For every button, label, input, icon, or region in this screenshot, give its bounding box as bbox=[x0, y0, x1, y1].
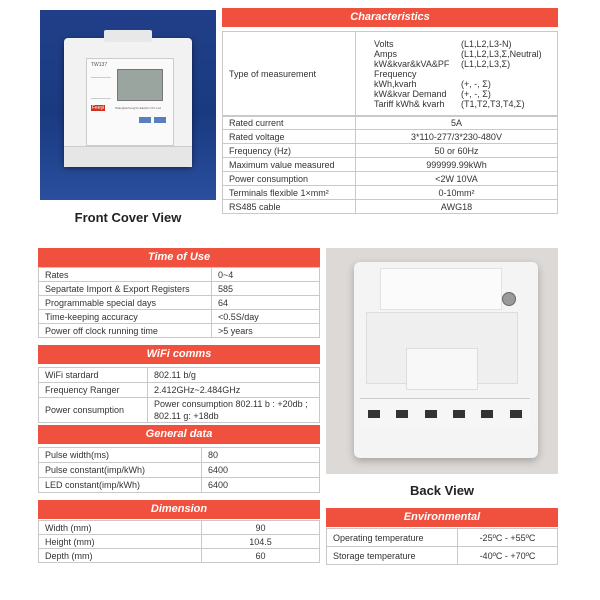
measurement-name: Volts bbox=[374, 39, 394, 49]
row-value: >5 years bbox=[212, 324, 320, 338]
table-row bbox=[223, 130, 558, 144]
row-value: 6400 bbox=[202, 478, 320, 493]
back-mounting-screw bbox=[502, 292, 516, 306]
row-value: 90 bbox=[202, 521, 320, 535]
table-row bbox=[223, 158, 558, 172]
row-value: 50 or 60Hz bbox=[356, 144, 558, 158]
measurement-name: Frequency bbox=[374, 69, 417, 79]
row-label: Rates bbox=[39, 268, 212, 282]
front-cover-photo bbox=[40, 10, 216, 200]
table-row bbox=[39, 521, 320, 535]
row-label: Depth (mm) bbox=[39, 549, 202, 563]
row-label: Time-keeping accuracy bbox=[39, 310, 212, 324]
meter-body bbox=[64, 38, 192, 166]
row-label: WiFi stardard bbox=[39, 368, 148, 383]
general-data-header: General data bbox=[38, 425, 320, 444]
meter-model-text: TW137 bbox=[91, 62, 108, 68]
measurement-name: kWh,kvarh bbox=[374, 79, 417, 89]
row-label: Pulse constant(imp/kWh) bbox=[39, 463, 202, 478]
table-row bbox=[223, 144, 558, 158]
meter-maker-text: Shanghai FengYu Electric CO.,Ltd bbox=[115, 106, 161, 110]
table-row bbox=[327, 547, 558, 565]
row-value: 80 bbox=[202, 448, 320, 463]
general-data-table bbox=[38, 447, 320, 493]
wifi-table bbox=[38, 367, 320, 423]
meter-brand-logo: Feeyi bbox=[92, 105, 105, 111]
row-value: 802.11 b/g bbox=[148, 368, 320, 383]
row-value: 0~4 bbox=[212, 268, 320, 282]
row-label: Maximum value measured bbox=[223, 158, 356, 172]
measurement-item bbox=[374, 79, 551, 89]
row-label: Programmable special days bbox=[39, 296, 212, 310]
row-label: Separtate Import & Export Registers bbox=[39, 282, 212, 296]
row-label: RS485 cable bbox=[223, 200, 356, 214]
measurement-item bbox=[374, 39, 551, 49]
measurement-value: (+, -, Σ) bbox=[461, 79, 491, 89]
measurement-value: (L1,L2,L3,Σ) bbox=[461, 59, 511, 69]
meter-lcd bbox=[117, 69, 163, 101]
table-row bbox=[223, 186, 558, 200]
table-row bbox=[39, 478, 320, 493]
row-label: Power consumption bbox=[39, 398, 148, 423]
measurement-item bbox=[374, 49, 551, 59]
measurement-value: (L1,L2,L3-N) bbox=[461, 39, 512, 49]
back-view-caption: Back View bbox=[409, 483, 475, 498]
measurement-name: kW&kvar&kVA&PF bbox=[374, 59, 450, 69]
table-row bbox=[39, 324, 320, 338]
measurement-name: kW&kvar Demand bbox=[374, 89, 447, 99]
table-row bbox=[39, 296, 320, 310]
row-label: Height (mm) bbox=[39, 535, 202, 549]
row-label: Pulse width(ms) bbox=[39, 448, 202, 463]
measurement-label: Type of measurement bbox=[223, 32, 356, 117]
row-value: 0-10mm² bbox=[356, 186, 558, 200]
environmental-table bbox=[326, 528, 558, 565]
row-label: Frequency (Hz) bbox=[223, 144, 356, 158]
meter-button-left bbox=[139, 117, 151, 123]
table-row bbox=[223, 32, 558, 117]
row-value: 585 bbox=[212, 282, 320, 296]
meter-button-right bbox=[154, 117, 166, 123]
measurement-value: (T1,T2,T3,T4,Σ) bbox=[461, 99, 525, 109]
table-row bbox=[39, 310, 320, 324]
row-value: 3*110-277/3*230-480V bbox=[356, 130, 558, 144]
row-value: 6400 bbox=[202, 463, 320, 478]
measurement-list bbox=[356, 32, 558, 117]
environmental-header: Environmental bbox=[326, 508, 558, 527]
row-label: Frequency Ranger bbox=[39, 383, 148, 398]
row-value: AWG18 bbox=[356, 200, 558, 214]
wifi-header: WiFi comms bbox=[38, 345, 320, 364]
table-row bbox=[39, 282, 320, 296]
measurement-item bbox=[374, 59, 551, 69]
row-value: Power consumption 802.11 b : +20db ; 802.11 g: +18db bbox=[148, 398, 320, 423]
table-row bbox=[39, 535, 320, 549]
characteristics-rows bbox=[222, 115, 558, 214]
dimension-header: Dimension bbox=[38, 500, 320, 519]
row-value: 60 bbox=[202, 549, 320, 563]
table-row bbox=[39, 549, 320, 563]
row-value: 64 bbox=[212, 296, 320, 310]
back-view-photo bbox=[326, 248, 558, 474]
row-label: Rated current bbox=[223, 116, 356, 130]
measurement-name: Tariff kWh& kvarh bbox=[374, 99, 445, 109]
table-row bbox=[223, 116, 558, 130]
time-of-use-header: Time of Use bbox=[38, 248, 320, 267]
characteristics-table bbox=[222, 31, 558, 117]
measurement-item bbox=[374, 69, 551, 79]
row-label: Width (mm) bbox=[39, 521, 202, 535]
measurement-item bbox=[374, 99, 551, 109]
row-value: 104.5 bbox=[202, 535, 320, 549]
row-label: Power off clock running time bbox=[39, 324, 212, 338]
row-value: 5A bbox=[356, 116, 558, 130]
row-value: -25ºC - +55ºC bbox=[458, 529, 558, 547]
row-value: -40ºC - +70ºC bbox=[458, 547, 558, 565]
table-row bbox=[39, 268, 320, 282]
row-value: 2.412GHz~2.484GHz bbox=[148, 383, 320, 398]
time-of-use-table bbox=[38, 267, 320, 338]
measurement-items bbox=[374, 39, 551, 109]
row-label: Operating temperature bbox=[327, 529, 458, 547]
row-label: Power consumption bbox=[223, 172, 356, 186]
row-value: 999999.99kWh bbox=[356, 158, 558, 172]
row-value: <0.5S/day bbox=[212, 310, 320, 324]
table-row bbox=[39, 463, 320, 478]
table-row bbox=[223, 200, 558, 214]
table-row bbox=[39, 368, 320, 383]
table-row bbox=[327, 529, 558, 547]
row-label: Storage temperature bbox=[327, 547, 458, 565]
table-row bbox=[39, 448, 320, 463]
measurement-item bbox=[374, 89, 551, 99]
front-cover-caption: Front Cover View bbox=[74, 210, 182, 225]
table-row bbox=[223, 172, 558, 186]
row-label: LED constant(imp/kWh) bbox=[39, 478, 202, 493]
dimension-table bbox=[38, 520, 320, 563]
measurement-value bbox=[461, 69, 551, 79]
measurement-name: Amps bbox=[374, 49, 398, 59]
measurement-value: (L1,L2,L3,Σ,Neutral) bbox=[461, 49, 542, 59]
table-row bbox=[39, 383, 320, 398]
terminal-strip bbox=[360, 398, 530, 429]
row-value: <2W 10VA bbox=[356, 172, 558, 186]
measurement-value: (+, -, Σ) bbox=[461, 89, 491, 99]
row-label: Rated voltage bbox=[223, 130, 356, 144]
meter-front-panel bbox=[86, 58, 174, 146]
row-label: Terminals flexible 1×mm² bbox=[223, 186, 356, 200]
table-row bbox=[39, 398, 320, 423]
characteristics-header: Characteristics bbox=[222, 8, 558, 27]
